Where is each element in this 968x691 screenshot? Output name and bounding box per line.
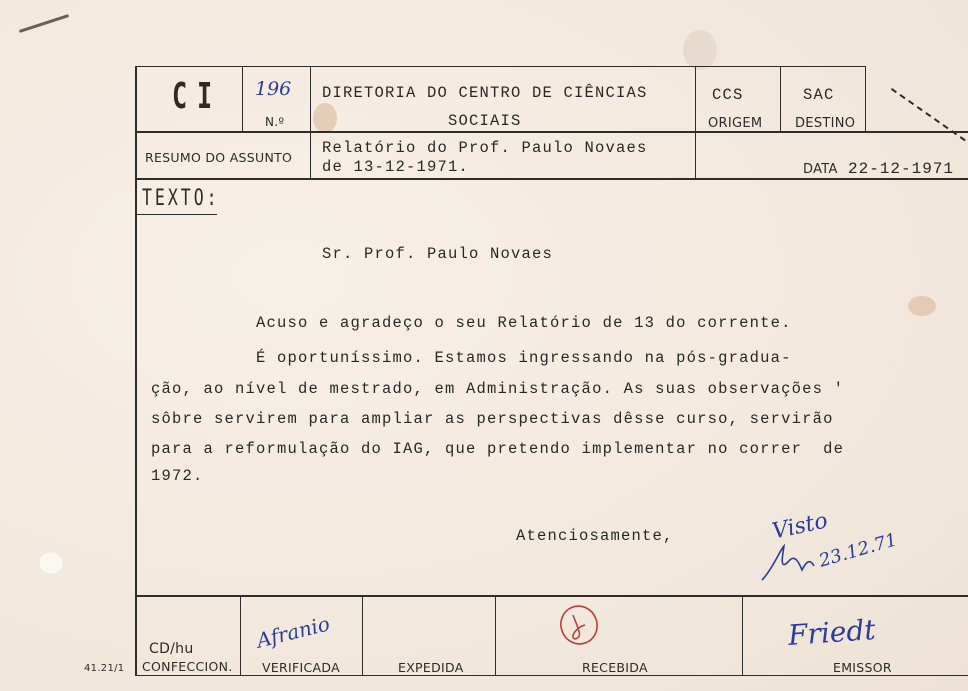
subject-line2: de 13-12-1971. [322,158,470,176]
divider-header-origin [695,66,696,180]
recebida-label: RECEBIDA [582,660,648,675]
header-line2: SOCIAIS [448,112,522,130]
stain [313,103,337,133]
number-label: N.º [265,115,285,129]
punch-hole [38,551,64,575]
letter-line: Acuso e agradeço o seu Relatório de 13 do corrente. [151,314,792,332]
number-value: 196 [255,78,292,100]
visto-initials-mark [758,540,818,591]
divider-ci [242,66,243,132]
subject-label: RESUMO DO ASSUNTO [145,150,293,165]
visto-annotation: Visto [770,508,830,545]
confeccion-label: CONFECCION. [142,659,233,674]
recebida-mark [555,601,605,654]
salutation: Sr. Prof. Paulo Novaes [322,245,554,263]
emissor-signature: Friedt [786,612,877,653]
footer-bottom-border [135,675,968,676]
header-line1: DIRETORIA DO CENTRO DE CIÊNCIAS [322,84,648,102]
letter-line: para a reformulação do IAG, que pretendo implementar no correr de [151,440,845,458]
texto-underline [137,214,217,215]
date-label: DATA [803,162,838,177]
letter-line: sôbre servirem para ampliar as perspectivas dêsse curso, servirão [151,410,834,428]
origin-label: ORIGEM [708,116,763,131]
divider-footer-1 [240,596,241,676]
date-value: 22-12-1971 [848,160,955,178]
form-code-letters: CI [172,76,222,117]
letter-line: É oportuníssimo. Estamos ingressando na pós-gradua- [151,349,792,367]
footer-top-border [135,595,968,597]
divider-number [310,66,311,180]
form-left-border [135,66,137,676]
confeccion-value: CD/hu [149,641,194,657]
verificada-signature: Afranio [254,611,333,653]
text-label: TEXTO: [142,186,220,211]
emissor-label: EMISSOR [833,660,892,675]
divider-origin-dest [780,66,781,132]
origin-value: CCS [712,86,744,104]
divider-footer-2 [362,596,363,676]
header-top-border [135,66,865,67]
letter-line: ção, ao nível de mestrado, em Administração. As suas observações ' [151,380,845,398]
divider-dest-end [865,66,866,132]
visto-date: 23.12.71 [816,529,900,572]
closing: Atenciosamente, [516,527,674,545]
stain [908,296,936,316]
subject-line1: Relatório do Prof. Paulo Novaes [322,139,648,157]
header-bottom-border [135,131,968,133]
form-code: 41.21/1 [84,663,125,674]
subject-bottom-border [135,178,968,180]
destination-value: SAC [803,86,835,104]
letter-line: 1972. [151,467,204,485]
stain [683,30,717,70]
destination-label: DESTINO [795,116,856,131]
verificada-label: VERIFICADA [262,660,340,675]
divider-footer-3 [495,596,496,676]
expedida-label: EXPEDIDA [398,660,464,675]
divider-footer-4 [742,596,743,676]
